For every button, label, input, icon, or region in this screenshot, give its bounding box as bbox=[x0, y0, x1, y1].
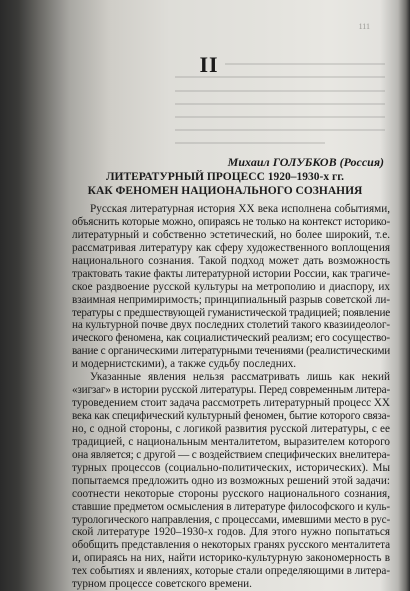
body-text-line: ское раздвоение русской культуры на метрополию и диаспору, их bbox=[72, 280, 390, 293]
body-text-line: но, с одной стороны, с логикой развития русской литературы, с ее bbox=[72, 422, 390, 435]
body-text-line: рассматривая литературу как сферу художественного воплощения bbox=[72, 241, 390, 254]
body-text-line: турных процессов (социально-политических, исторических). Мы bbox=[72, 461, 390, 474]
body-text-line: туроведением стоит задача рассмотреть литературный процесс XX bbox=[72, 397, 390, 410]
body-text-line: трактовать такие факты литературной истории России, как трагиче- bbox=[72, 267, 390, 280]
body-text-line: обобщить представления о некоторых гранях русского менталитета bbox=[72, 539, 390, 552]
body-text-line: тературы с предшествующей гуманистической традицией; появление bbox=[72, 306, 390, 319]
body-text-line: литературный и собственно эстетический, но более широкий, т.е. bbox=[72, 228, 390, 241]
body-text-line: она является; с другой — с воздействием специфических внелитера- bbox=[72, 448, 390, 461]
body-text-line: турологического направления, с процессами, имевшими место в рус- bbox=[72, 513, 390, 526]
body-text-line: и модернистскими), а также судьбу последних. bbox=[72, 358, 297, 371]
body-text-line: традицией, с национальным менталитетом, выразителем которого bbox=[72, 435, 390, 448]
article-author: Михаил ГОЛУБКОВ (Россия) bbox=[227, 155, 384, 169]
body-text-line: «зигзаг» в истории русской литературы. Перед современным литера- bbox=[72, 384, 390, 397]
article-title-line: КАК ФЕНОМЕН НАЦИОНАЛЬНОГО СОЗНАНИЯ bbox=[87, 185, 363, 197]
bleed-through-line bbox=[175, 76, 385, 78]
body-text-line: и, опираясь на них, найти историко-культурную закономерность в bbox=[72, 552, 390, 565]
body-text-line: объяснить которые можно, опираясь не только на контекст историко- bbox=[72, 215, 390, 228]
body-text-line: соотнести некоторые стороны русского национального сознания, bbox=[72, 487, 390, 500]
body-text-line: попытаемся предложить одно из возможных решений этой задачи: bbox=[72, 474, 390, 487]
body-text-line: тех событиях и явлениях, которые стали определяющими в литера- bbox=[72, 565, 390, 578]
bleed-through-line bbox=[225, 63, 385, 65]
bleed-through-line bbox=[175, 103, 385, 105]
body-text-line: взаимная непримиримость; принципиальный разрыв советской ли- bbox=[72, 293, 390, 306]
bleed-through-line bbox=[175, 90, 385, 92]
body-text-line: ического феномена, как социалистический реализм; его сосущество- bbox=[72, 332, 390, 345]
article-title bbox=[60, 170, 390, 198]
body-text-line: турном процессе советского времени. bbox=[72, 578, 252, 591]
body-text-line: национального сознания. Такой подход может дать возможность bbox=[72, 254, 390, 267]
bleed-through-line bbox=[175, 129, 385, 131]
section-numeral: II bbox=[199, 52, 219, 77]
body-text-line: вание с органическими литературными течениями (реалистическими bbox=[72, 345, 390, 358]
bleed-through-line bbox=[175, 116, 385, 118]
body-text-line: Русская литературная история XX века исполнена событиями, bbox=[90, 203, 390, 215]
body-text-line: века как специфический культурный феномен, бытие которого связа- bbox=[72, 410, 390, 422]
body-text-line: Указанные явления нельзя рассматривать лишь как некий bbox=[90, 371, 390, 384]
article-title-line: ЛИТЕРАТУРНЫЙ ПРОЦЕСС 1920–1930-х гг. bbox=[105, 171, 345, 183]
body-text-line: на культурной почве двух последних столетий такого квазиидеолог- bbox=[72, 319, 390, 332]
body-text-line: ской литературе 1920–1930-х годов. Для этого нужно попытаться bbox=[72, 526, 390, 539]
article-body bbox=[72, 203, 390, 591]
body-text-line: ставшие предметом осмысления в литературе философского и куль- bbox=[72, 500, 390, 513]
bleed-through-line bbox=[175, 142, 325, 144]
page-number: 111 bbox=[358, 22, 370, 31]
